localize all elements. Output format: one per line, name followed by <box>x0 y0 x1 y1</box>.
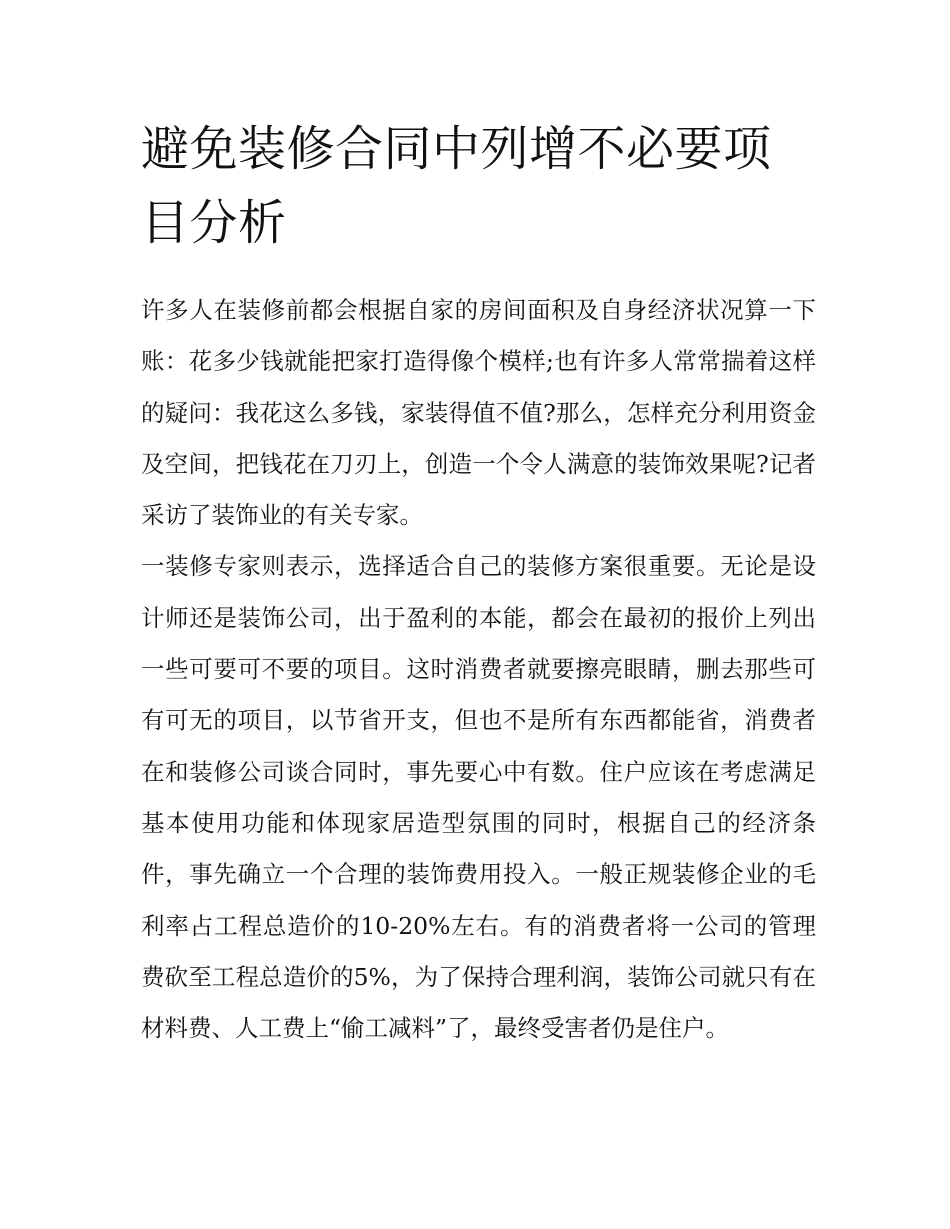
document-page <box>141 112 816 1054</box>
paragraph-expert-advice: 一装修专家则表示，选择适合自己的装修方案很重要。无论是设计师还是装饰公司，出于盈利的本能，都会在最初的报价上列出一些可要可不要的项目。这时消费者就要擦亮眼睛，删去那些可有可无的项目，以节省开支，但也不是所有东西都能省，消费者在和装修公司谈合同时，事先要心中有数。住户应该在考虑满足基本使用功能和体现家居造型氛围的同时，根据自己的经济条件，事先确立一个合理的装饰费用投入。一般正规装修企业的毛利率占工程总造价的10-20%左右。有的消费者将一公司的管理费砍至工程总造价的5%，为了保持合理利润，装饰公司就只有在材料费、人工费上“偷工减料”了，最终受害者仍是住户。 <box>141 552 816 1043</box>
paragraph-intro: 许多人在装修前都会根据自家的房间面积及自身经济状况算一下账：花多少钱就能把家打造得像个模样;也有许多人常常揣着这样的疑问：我花这么多钱，家装得值不值?那么，怎样充分利用资金及空间，把钱花在刀刃上，创造一个令人满意的装饰效果呢?记者采访了装饰业的有关专家。 <box>141 296 816 530</box>
document-title: 避免装修合同中列增不必要项目分析 <box>141 121 772 251</box>
